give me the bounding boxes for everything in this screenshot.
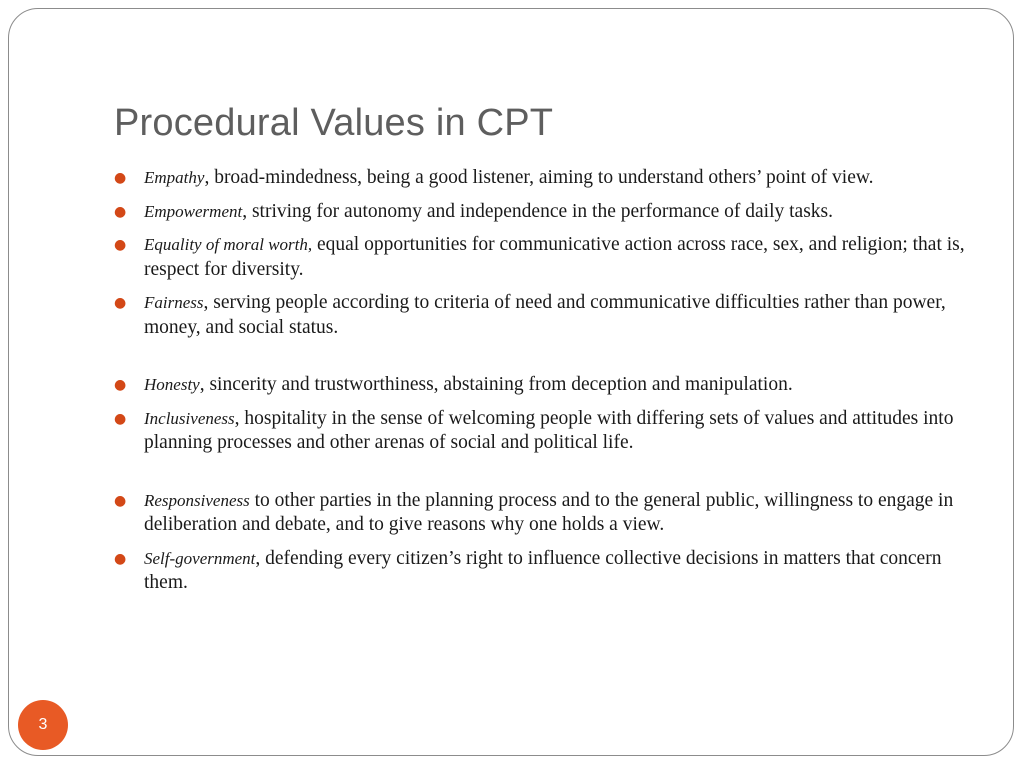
slide-title: Procedural Values in CPT xyxy=(114,102,554,144)
bullet-term: Equality of moral worth, xyxy=(144,235,313,254)
bullet-dot-icon: ● xyxy=(114,237,127,253)
bullet-list xyxy=(114,166,976,605)
bullet-item-equality xyxy=(114,233,976,282)
bullet-item-honesty xyxy=(114,373,976,398)
bullet-term: Empathy xyxy=(144,168,205,187)
bullet-term: Self-government xyxy=(144,548,256,568)
bullet-dot-icon: ● xyxy=(114,203,127,220)
bullet-item-fairness xyxy=(114,291,976,340)
bullet-text: , defending every citizen’s right to influence collective decisions in matters that concern them. xyxy=(144,547,942,593)
bullet-dot-icon: ● xyxy=(114,492,127,509)
bullet-text: , hospitality in the sense of welcoming people with differing sets of values and attitudes into planning processes and other arenas of social and political life. xyxy=(144,407,954,453)
bullet-item-empowerment xyxy=(114,200,976,225)
bullet-dot-icon: ● xyxy=(114,295,127,311)
page-number-badge: 3 xyxy=(18,700,68,750)
bullet-text: , striving for autonomy and independence in the performance of daily tasks. xyxy=(242,200,833,222)
bullet-text: , sincerity and trustworthiness, abstaining from deception and manipulation. xyxy=(199,374,793,395)
bullet-dot-icon: ● xyxy=(114,550,127,567)
bullet-item-empathy xyxy=(114,166,976,191)
bullet-item-responsiveness xyxy=(114,489,976,538)
bullet-text: , broad-mindedness, being a good listener, aiming to understand others’ point of view. xyxy=(204,167,874,188)
bullet-text: , serving people according to criteria of need and communicative difficulties rather than power, money, and social status. xyxy=(144,292,946,338)
bullet-dot-icon: ● xyxy=(114,170,127,186)
bullet-item-inclusiveness xyxy=(114,407,976,456)
bullet-text: equal opportunities for communicative action across race, sex, and religion; that is, respect for diversity. xyxy=(144,234,965,280)
bullet-term: Honesty xyxy=(144,375,200,394)
bullet-text: to other parties in the planning process and to the general public, willingness to engage in deliberation and debate, and to give reasons why one holds a view. xyxy=(144,489,954,535)
bullet-item-self-government xyxy=(114,547,976,596)
bullet-term: Empowerment xyxy=(144,201,243,221)
bullet-term: Inclusiveness xyxy=(144,408,235,428)
bullet-dot-icon: ● xyxy=(114,410,127,427)
bullet-term: Fairness xyxy=(144,293,204,312)
bullet-dot-icon: ● xyxy=(114,377,127,393)
bullet-term: Responsiveness xyxy=(144,490,250,510)
